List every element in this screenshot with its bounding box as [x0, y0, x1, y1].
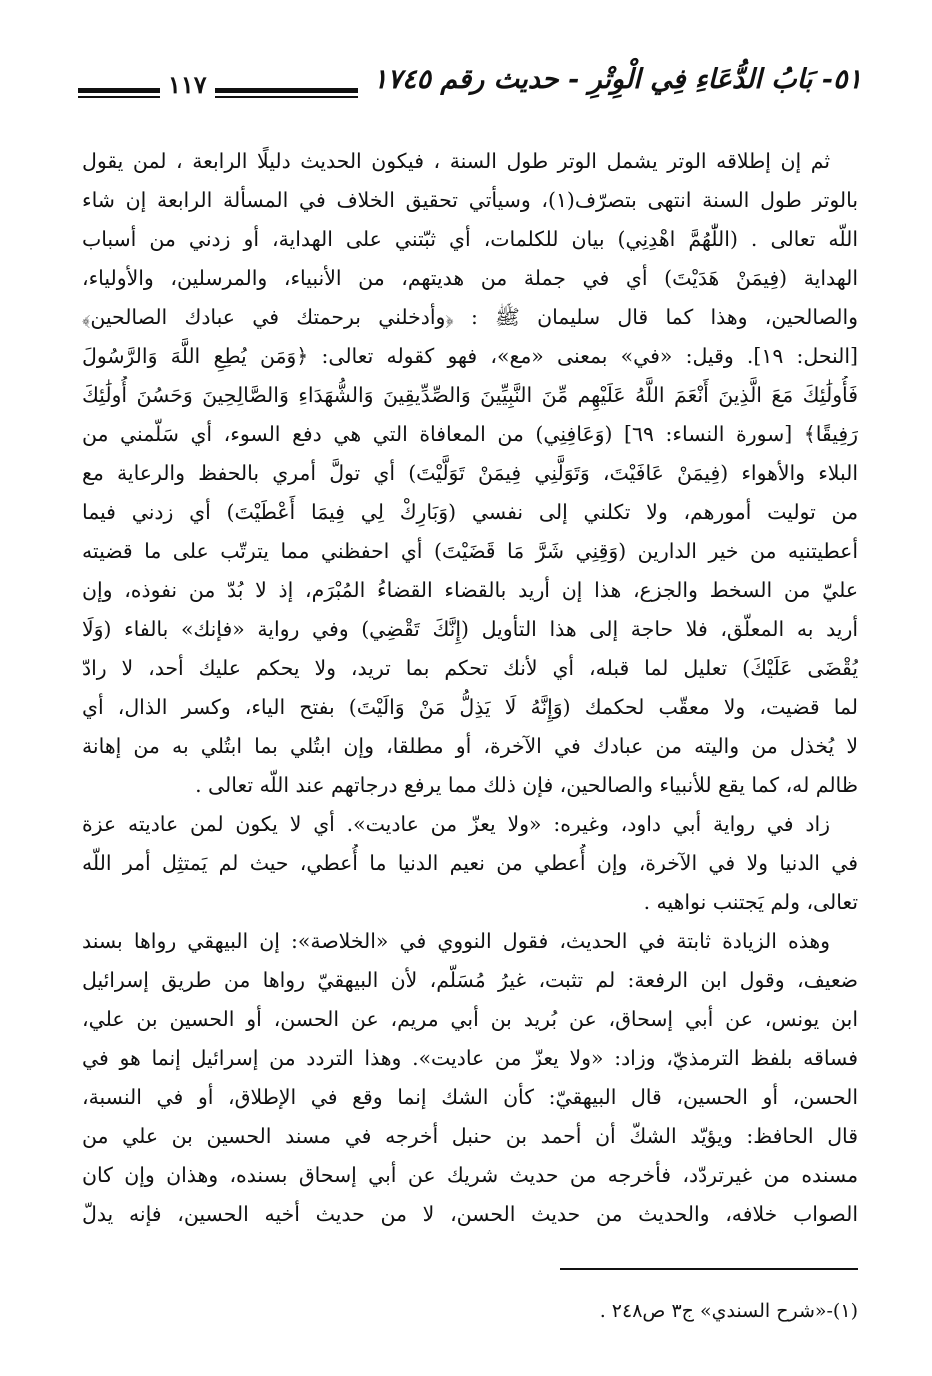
text-line: لما قضيت، ولا معقّب لحكمك (وَإِنَّهُ لَا يَذِلُّ مَنْ وَالَيْتَ) بفتح الياء، وكسر الذال، أي [82, 695, 858, 719]
text-line: ابن يونس، عن أبي إسحاق، عن بُريد بن أبي مريم، عن الحسن، أو الحسين بن علي، [82, 1007, 858, 1031]
text-line: والصالحين، وهذا كما قال سليمان ﷺ : ﴿وأدخلني برحمتك في عبادك الصالحين﴾ [82, 305, 858, 329]
text-line: الهداية (فِيمَنْ هَدَيْتَ) أي في جملة من هديتهم، من الأنبياء، والمرسلين، والأولياء، [82, 266, 858, 290]
text-line: تعالى، ولم يَجتنب نواهيه . [643, 890, 858, 914]
text-line: أريد به المعلّق، فلا حاجة إلى هذا التأويل (إِنَّكَ تَقْضِي) وفي رواية «فإنك» بالفاء (وَلَا [82, 617, 858, 641]
text-line: بالوتر طول السنة انتهى بتصرّف(١)، وسيأتي تحقيق الخلاف في المسألة الرابعة إن شاء [82, 188, 858, 212]
footnote-rule [560, 1268, 858, 1270]
text-line: ظالم له، كما يقع للأنبياء والصالحين، فإن ذلك مما يرفع درجاتهم عند اللّه تعالى . [195, 773, 858, 797]
text-line: ضعيف، وقول ابن الرفعة: لم تثبت، غيرُ مُسَلّم، لأن البيهقيّ رواها من طريق إسرائيل [82, 968, 858, 992]
text-line: زاد في رواية أبي داود، وغيره: «ولا يعزّ من عاديت». أي لا يكون لمن عاديته عزة [82, 812, 830, 836]
header-rule [78, 88, 358, 100]
text-line: أعطيتنيه من خير الدارين (وَقِنِي شَرَّ مَا قَضَيْتَ) أي احفظني مما يترتّب على ما قضيته [82, 539, 858, 563]
text-line: في الدنيا ولا في الآخرة، وإن أُعطي من نعيم الدنيا ما أُعطي، حيث لم يَمتثِل أمر اللّه [82, 851, 858, 875]
text-line: فساقه بلفظ الترمذيّ، وزاد: «ولا يعزّ من عاديت». وهذا التردد من إسرائيل إنما هو في [82, 1046, 858, 1070]
text-line: البلاء والأهواء (فِيمَنْ عَافَيْتَ، وَتَوَلَّنِي فِيمَنْ تَوَلَّيْتَ) أي تولَّ أمري بالحفظ والرعاية مع [82, 461, 858, 485]
text-line: ثم إن إطلاقه الوتر يشمل الوتر طول السنة ، فيكون الحديث دليلًا الرابعة ، لمن يقول [82, 149, 830, 173]
header-rule-thin [78, 96, 358, 98]
page-header [78, 58, 862, 118]
text-line: من توليت أمورهم، ولا تكلني إلى نفسي (وَبَارِكْ لِي فِيمَا أَعْطَيْتَ) أي زدني فيما [82, 500, 858, 524]
chapter-title: ٥١- بَابُ الدُّعَاءِ فِي الْوِتْرِ - حديث رقم ١٧٤٥ [372, 64, 862, 95]
text-line: وهذه الزيادة ثابتة في الحديث، فقول النووي في «الخلاصة»: إن البيهقي رواها بسند [82, 929, 830, 953]
text-line: الحسن، أو الحسين، قال البيهقيّ: كأن الشك إنما وقع في الإطلاق، أو في النسبة، [82, 1085, 858, 1109]
text-line: عليّ من السخط والجزع، هذا إن أريد بالقضاء القضاءُ المُبْرَم، إذ لا بُدّ من نفوذه، وإن [82, 578, 858, 602]
text-line: الصواب خلافه، والحديث من حديث الحسن، لا من حديث أخيه الحسين، فإنه يدلّ [82, 1202, 858, 1226]
page-number: ١١٧ [160, 70, 215, 99]
header-rule-thick [78, 88, 358, 93]
text-line: [النحل: ١٩]. وقيل: «في» بمعنى «مع»، فهو كقوله تعالى: ﴿وَمَن يُطِعِ اللَّهَ وَالرَّسُولَ [82, 344, 858, 368]
text-line: اللّه تعالى . (اللّٰهُمَّ اهْدِنِي) بيان للكلمات، أي ثبّتني على الهداية، أو زدني من أسباب [82, 227, 858, 251]
text-line: رَفِيقًا﴾ [سورة النساء: ٦٩] (وَعَافِنِي) من المعافاة التي هي دفع السوء، أي سَلّمني من [82, 422, 858, 446]
text-line: قال الحافظ: ويؤيّد الشكّ أن أحمد بن حنبل أخرجه في مسند الحسين بن علي من [82, 1124, 858, 1148]
footnote: (١)-«شرح السندي» ج٣ ص٢٤٨ . [599, 1300, 858, 1322]
text-line: فَأُولَٰئِكَ مَعَ الَّذِينَ أَنْعَمَ اللَّهُ عَلَيْهِم مِّنَ النَّبِيِّينَ وَالصِّدِّيقِينَ وَالشُّهَدَاءِ وَالصَّالِحِينَ وَحَسُنَ أُولَٰئِكَ [82, 383, 858, 407]
text-line: مسنده من غيرتردّد، فأخرجه من حديث شريك عن أبي إسحاق بسنده، وهذان وإن كان [82, 1163, 858, 1187]
text-line: يُقْضَى عَلَيْكَ) تعليل لما قبله، أي لأنك تحكم بما تريد، ولا يحكم عليك أحد، لا رادّ [82, 656, 858, 680]
text-line: لا يُخذل من واليته من عبادك في الآخرة، أو مطلقا، وإن ابتُلي بما ابتُلي به من إهانة [82, 734, 858, 758]
body-text [82, 142, 858, 1234]
